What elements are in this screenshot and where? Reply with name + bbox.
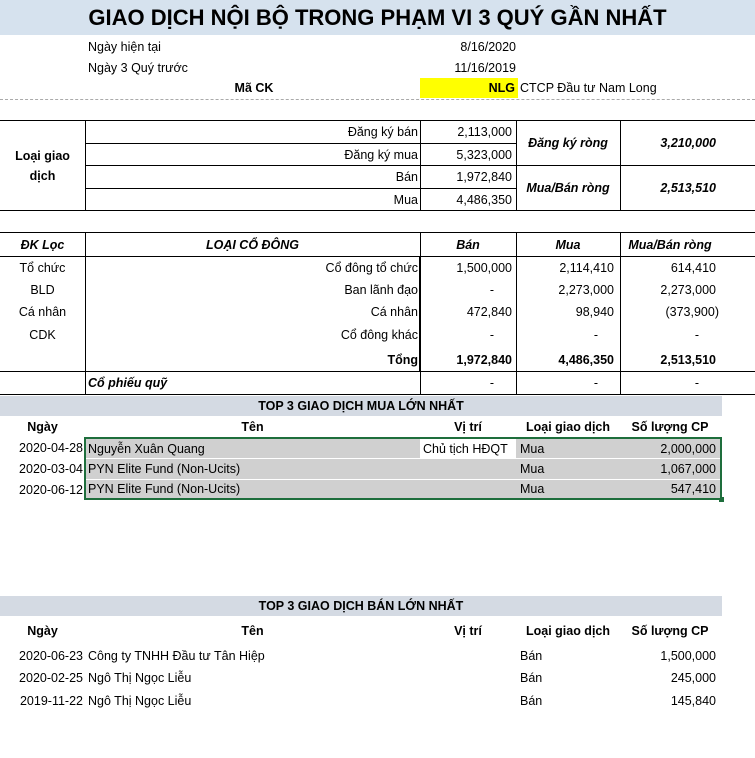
net-registered-label: Đăng ký ròng [528,136,608,150]
treasury-net: - [694,376,699,390]
top-sell-title: TOP 3 GIAO DỊCH BÁN LỚN NHẤT [0,596,722,616]
col-qty: Số lượng CP [631,420,709,434]
header-filter: ĐK Lọc [20,237,65,252]
row-filter[interactable]: BLD [30,283,55,297]
table-row-qty[interactable]: 547,410 [670,482,716,496]
prev-quarter-date-value[interactable]: 11/16/2019 [454,61,516,75]
header-holder-type: LOẠI CỔ ĐÔNG [205,237,300,252]
table-row-date: 2020-06-23 [19,649,83,663]
reg-buy-label: Đăng ký mua [344,147,418,162]
page-title: GIAO DỊCH NỘI BỘ TRONG PHẠM VI 3 QUÝ GẦN NHẤT [0,0,755,35]
net-trade-value: 2,513,510 [660,181,716,195]
col-date: Ngày [27,624,58,638]
table-row-position[interactable] [420,667,516,689]
table-row-name[interactable]: Công ty TNHH Đầu tư Tân Hiệp [88,649,265,663]
table-row-qty[interactable]: 1,500,000 [660,649,716,663]
table-row-type[interactable]: Mua [520,482,545,496]
treasury-buy: - [593,376,598,390]
transaction-type-label: Loại giao dịch [15,149,70,183]
table-row-name[interactable]: Ngô Thị Ngọc Liễu [88,694,192,708]
row-net: (373,900) [665,305,719,319]
row-holder-type: Cổ đông khác [340,328,418,342]
header-buy: Mua [555,237,581,252]
row-sell: - [489,328,494,342]
net-registered-value: 3,210,000 [660,136,716,150]
table-row-position[interactable]: Chủ tịch HĐQT [423,441,508,456]
table-row-position[interactable] [420,645,516,667]
row-holder-type: Cá nhân [370,305,418,319]
row-filter[interactable]: CDK [29,328,56,342]
header-sell: Bán [456,237,480,252]
total-net: 2,513,510 [660,352,716,367]
buy-value: 4,486,350 [456,192,512,207]
col-type: Loại giao dịch [525,624,611,638]
row-sell: - [489,283,494,297]
ticker-input[interactable]: NLG [420,78,518,98]
row-buy: 98,940 [575,305,614,319]
buy-label: Mua [393,192,418,207]
top-buy-title: TOP 3 GIAO DỊCH MUA LỚN NHẤT [0,396,722,416]
ticker-label: Mã CK [234,81,274,95]
table-row-type[interactable]: Mua [516,439,720,458]
table-row-type[interactable]: Bán [520,671,543,685]
reg-buy-value: 5,323,000 [456,147,512,162]
table-row-type[interactable]: Mua [520,462,545,476]
treasury-stock-label: Cổ phiếu quỹ [88,376,168,390]
row-filter[interactable]: Cá nhân [18,305,67,319]
reg-sell-label: Đăng ký bán [347,125,418,139]
table-row-date: 2019-11-22 [19,694,83,708]
col-name: Tên [241,624,264,638]
table-row-type[interactable]: Bán [520,694,543,708]
table-row-name[interactable]: Nguyễn Xuân Quang [86,439,420,458]
treasury-sell: - [489,376,494,390]
table-row-date: 2020-04-28 [19,441,83,455]
prev-quarter-date-label: Ngày 3 Quý trước [88,61,188,75]
row-holder-type: Cổ đông tổ chức [325,261,418,275]
table-row-qty[interactable]: 2,000,000 [660,441,716,456]
sell-label: Bán [395,170,418,184]
current-date-label: Ngày hiện tại [88,40,161,54]
row-net: 2,273,000 [660,283,716,297]
total-buy: 4,486,350 [558,352,614,367]
row-net: 614,410 [670,261,716,275]
table-row-type[interactable]: Bán [520,649,543,663]
table-row-name[interactable]: PYN Elite Fund (Non-Ucits) [86,480,720,498]
sell-value: 1,972,840 [456,170,512,184]
col-date: Ngày [27,420,58,434]
header-net: Mua/Bán ròng [628,237,712,252]
row-net: - [694,328,699,342]
table-row-qty[interactable]: 1,067,000 [660,462,716,476]
table-row-qty[interactable]: 145,840 [670,694,716,708]
row-sell: 1,500,000 [456,261,512,275]
col-type: Loại giao dịch [525,420,611,434]
table-row-date: 2020-06-12 [19,483,83,497]
col-name: Tên [241,420,264,434]
table-row-date: 2020-03-04 [19,462,83,476]
row-buy: - [593,328,598,342]
col-qty: Số lượng CP [631,624,709,638]
row-buy: 2,114,410 [559,261,614,275]
total-sell: 1,972,840 [456,352,512,367]
row-sell: 472,840 [466,305,512,319]
current-date-value[interactable]: 8/16/2020 [460,40,516,54]
net-trade-label: Mua/Bán ròng [526,181,610,195]
table-row-date: 2020-02-25 [19,671,83,685]
col-position: Vị trí [454,420,482,434]
separator [0,99,755,100]
table-row-position[interactable] [420,690,516,712]
row-filter[interactable]: Tổ chức [19,261,66,275]
row-buy: 2,273,000 [558,283,614,297]
table-row-name[interactable]: Ngô Thị Ngọc Liễu [88,671,192,685]
total-label: Tổng [387,352,418,367]
col-position: Vị trí [454,624,482,638]
table-row-name[interactable]: PYN Elite Fund (Non-Ucits) [86,459,720,479]
company-name: CTCP Đầu tư Nam Long [520,81,657,95]
table-row-qty[interactable]: 245,000 [670,671,716,685]
row-holder-type: Ban lãnh đạo [344,283,418,297]
reg-sell-value: 2,113,000 [457,125,512,139]
